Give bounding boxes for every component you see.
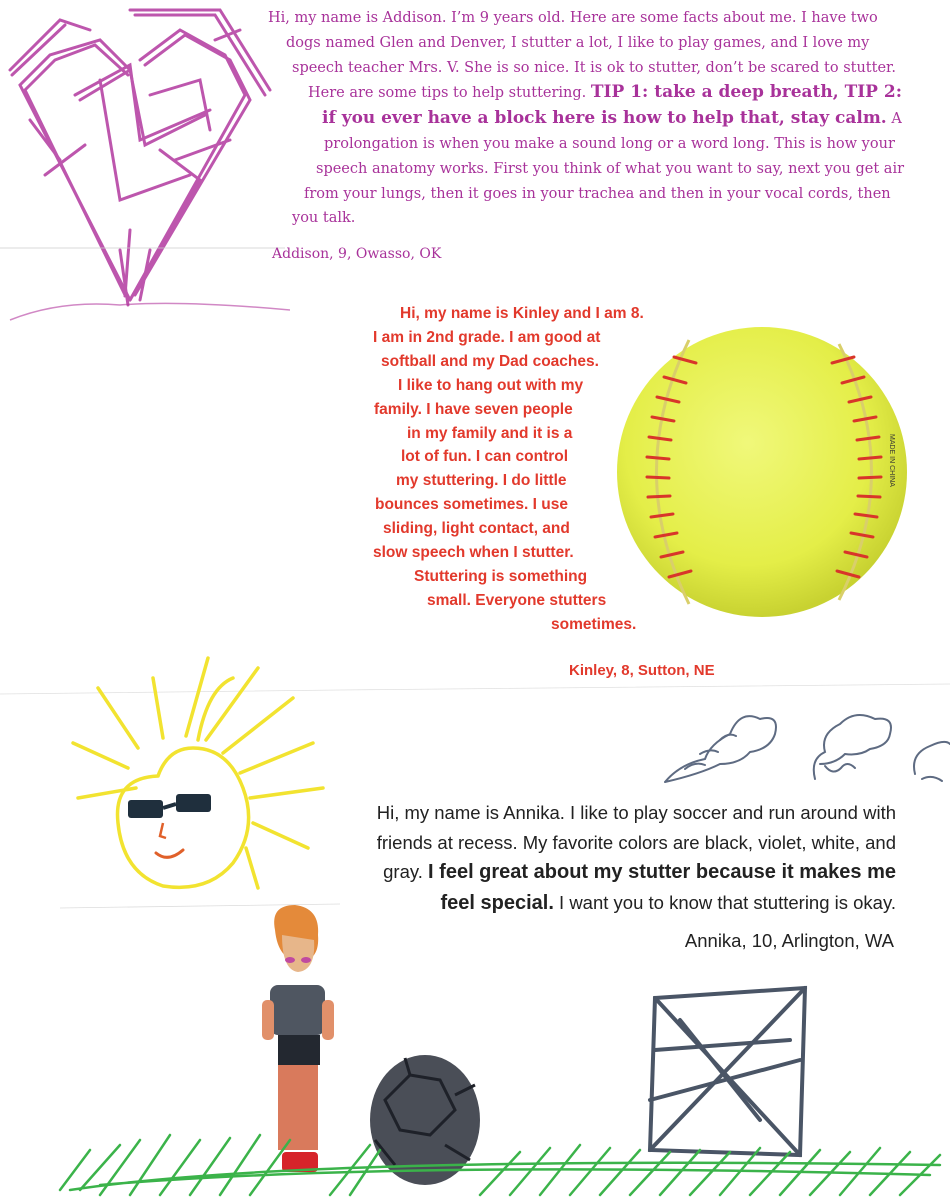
kinley-line-4: I like to hang out with my: [398, 376, 584, 394]
grass-drawing: [60, 1135, 940, 1195]
heart-drawing: [0, 0, 290, 330]
kinley-line-8: my stuttering. I do little: [396, 472, 567, 490]
kinley-line-2: I am in 2nd grade. I am good at: [373, 328, 601, 346]
annika-line-3: gray.: [383, 861, 423, 882]
kinley-line-9: bounces sometimes. I use: [375, 496, 568, 514]
addison-line-4: Here are some tips to help stuttering.: [308, 85, 587, 102]
kinley-line-14: sometimes.: [551, 615, 637, 633]
addison-tip-2: if you ever have a block here is how to help that, stay calm.: [322, 108, 887, 129]
annika-highlight-1: I feel great about my stutter because it makes me: [428, 861, 896, 883]
addison-line-7: speech anatomy works. First you think of what you want to say, next you get air: [316, 160, 905, 177]
soccer-drawing: [0, 890, 950, 1200]
kinley-signature: Kinley, 8, Sutton, NE: [569, 662, 715, 679]
annika-highlight-2: feel special.: [440, 891, 554, 914]
annika-line-1: Hi, my name is Annika. I like to play soccer and run around with: [376, 802, 896, 823]
kinley-line-3: softball and my Dad coaches.: [381, 352, 599, 370]
annika-signature: Annika, 10, Arlington, WA: [684, 930, 894, 951]
addison-line-3: speech teacher Mrs. V. She is so nice. It is ok to stutter, don’t be scared to stutter.: [292, 59, 896, 76]
kinley-line-1: Hi, my name is Kinley and I am 8.: [400, 305, 644, 322]
kinley-line-10: sliding, light contact, and: [383, 520, 570, 538]
kinley-line-12: Stuttering is something: [414, 567, 588, 585]
addison-line-a: A: [891, 111, 902, 128]
sunglasses-icon: [128, 794, 211, 818]
kinley-line-6: in my family and it is a: [407, 424, 573, 442]
annika-line-2: friends at recess. My favorite colors are black, violet, white, and: [376, 831, 896, 853]
addison-story: [262, 6, 905, 231]
clouds-drawing: [660, 704, 950, 794]
addison-line-1: Hi, my name is Addison. I’m 9 years old. Here are some facts about me. I have two: [268, 10, 878, 26]
kinley-line-11: slow speech when I stutter.: [373, 544, 574, 562]
addison-tip-1: TIP 1: take a deep breath, TIP 2:: [590, 82, 902, 103]
addison-line-6: prolongation is when you make a sound long or a word long. This is how your: [324, 135, 895, 152]
goal-drawing: [650, 988, 805, 1155]
made-in-china-stamp: MADE IN CHINA: [888, 434, 895, 487]
girl-drawing: [262, 905, 334, 1172]
kinley-story: [360, 302, 680, 637]
addison-signature: Addison, 9, Owasso, OK: [272, 246, 442, 262]
kinley-line-13: small. Everyone stutters: [427, 591, 607, 609]
kinley-line-7: lot of fun. I can control: [401, 448, 569, 466]
addison-line-8: from your lungs, then it goes in your trachea and then in your vocal cords, then: [304, 185, 891, 202]
addison-line-2: dogs named Glen and Denver, I stutter a lot, I like to play games, and I love my: [286, 34, 870, 51]
annika-line-4: I want you to know that stuttering is okay.: [559, 891, 896, 913]
addison-line-9: you talk.: [292, 210, 356, 227]
kinley-line-5: family. I have seven people: [374, 400, 573, 418]
